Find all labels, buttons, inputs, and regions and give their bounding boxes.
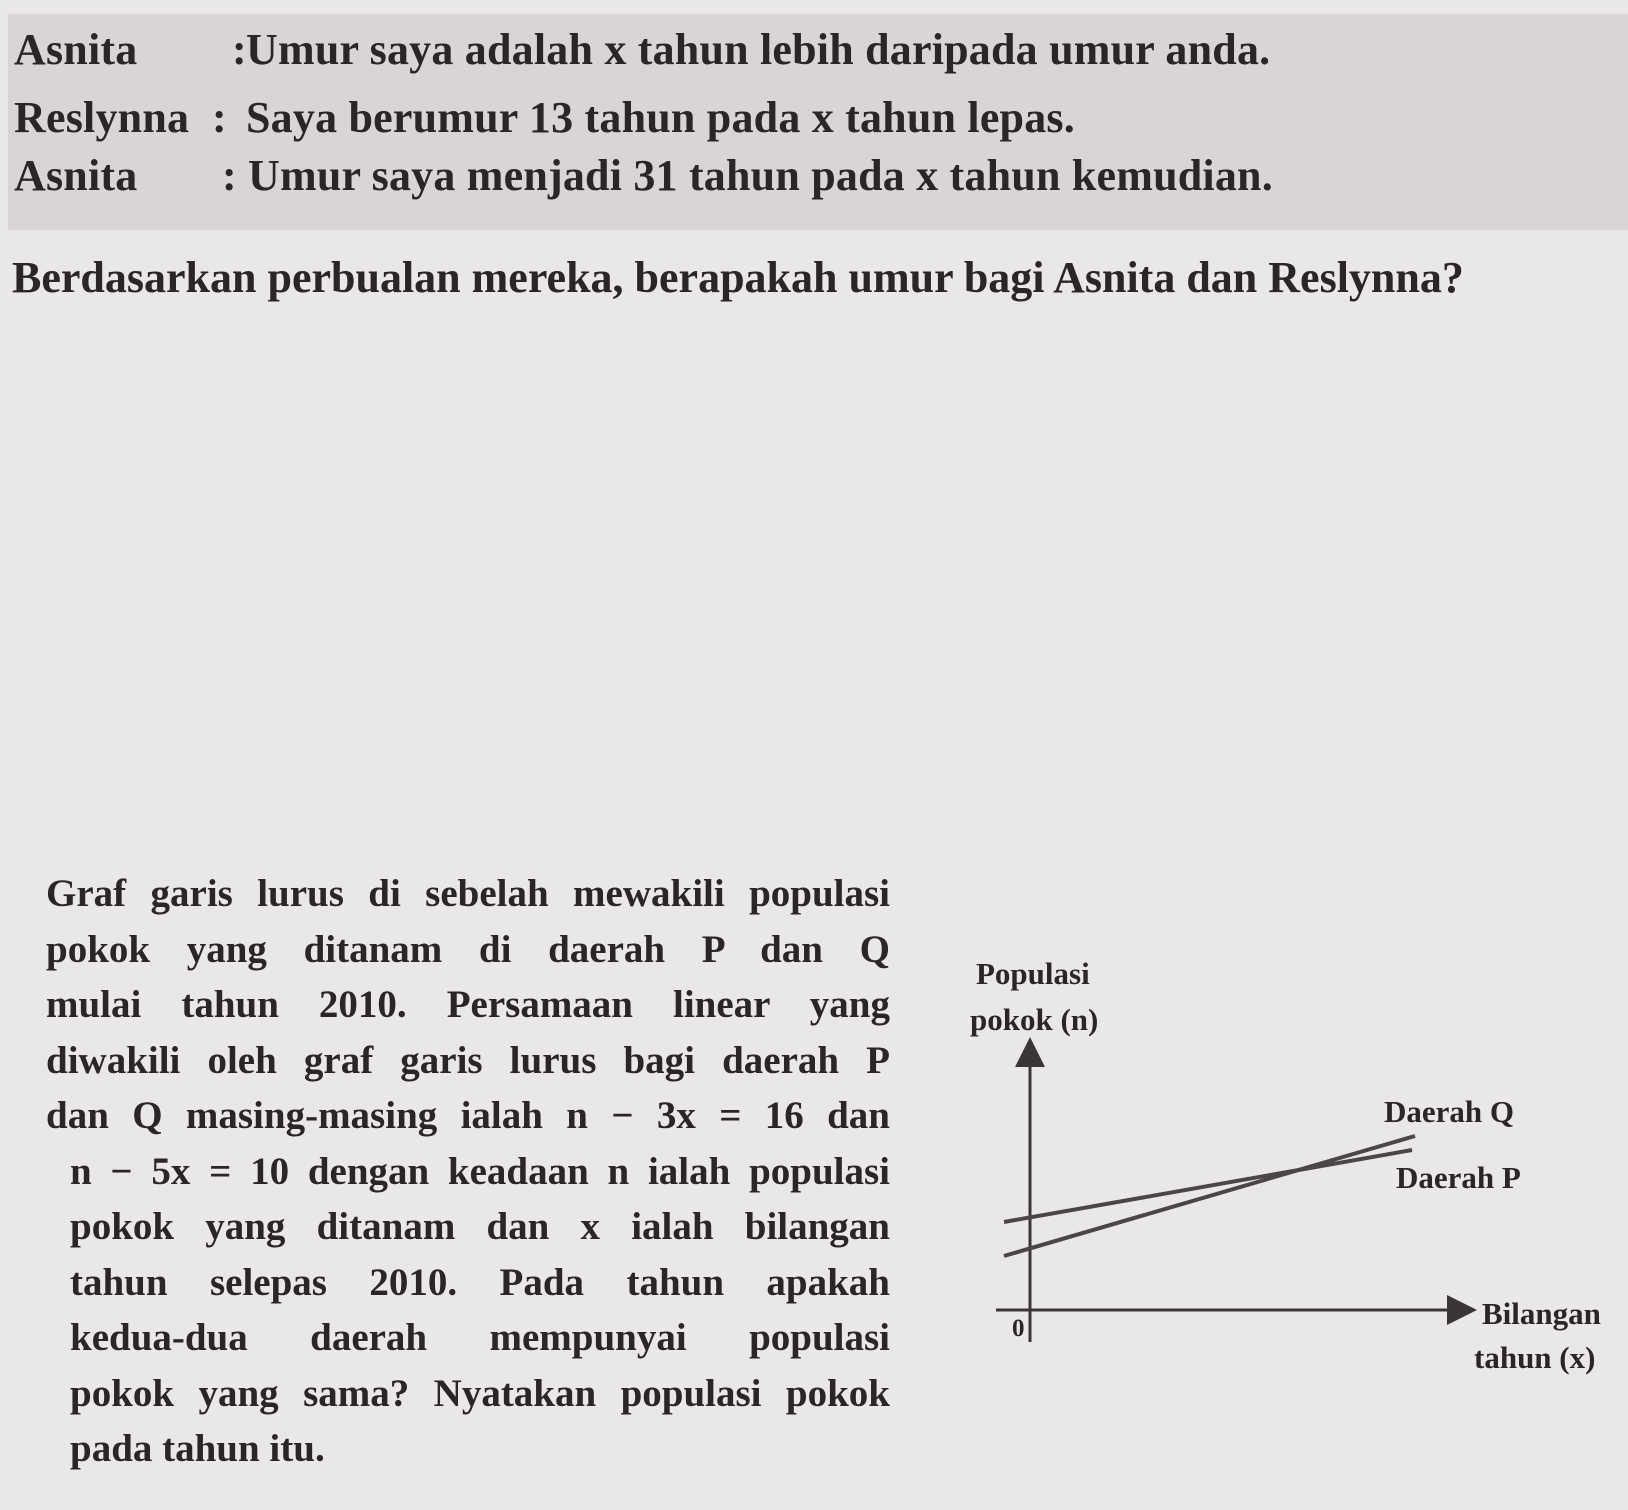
y-axis-label-line2: pokok (n) <box>970 1002 1099 1037</box>
dialogue-text: Umur saya menjadi 31 tahun pada x tahun kemudian. <box>248 151 1273 200</box>
question-text: Berdasarkan perbualan mereka, berapakah umur bagi Asnita dan Reslynna? <box>12 253 1464 302</box>
problem-line: diwakili oleh graf garis lurus bagi daerah P <box>46 1038 890 1082</box>
speaker-name: Reslynna <box>14 93 190 142</box>
speaker-colon: : <box>212 93 227 142</box>
problem-line: mulai tahun 2010. Persamaan linear yang <box>46 983 890 1026</box>
problem-line: dan Q masing-masing ialah n − 3x = 16 dan <box>46 1094 890 1137</box>
problem-line: pokok yang ditanam dan x ialah bilangan <box>70 1205 890 1248</box>
problem-line: n − 5x = 10 dengan keadaan n ialah populasi <box>70 1149 890 1193</box>
problem-line: pada tahun itu. <box>70 1427 325 1470</box>
line-p-label: Daerah P <box>1396 1160 1521 1195</box>
problem-line: Graf garis lurus di sebelah mewakili populasi <box>46 872 890 915</box>
dialogue-text: Saya berumur 13 tahun pada x tahun lepas. <box>246 93 1075 142</box>
x-axis-label-line2: tahun (x) <box>1474 1340 1596 1375</box>
problem-line: pokok yang sama? Nyatakan populasi pokok <box>70 1371 890 1415</box>
speaker-colon: : <box>232 25 247 74</box>
origin-label: 0 <box>1012 1315 1025 1342</box>
line-daerah-q <box>1004 1136 1415 1256</box>
x-axis-label-line1: Bilangan <box>1482 1296 1601 1331</box>
line-daerah-p <box>1004 1150 1412 1222</box>
problem-line: pokok yang ditanam di daerah P dan Q <box>46 927 890 971</box>
line-q-label: Daerah Q <box>1384 1094 1515 1129</box>
dialogue-text: Umur saya adalah x tahun lebih daripada umur anda. <box>246 25 1271 74</box>
y-axis-label-line1: Populasi <box>976 956 1090 991</box>
speaker-name: Asnita <box>14 25 138 74</box>
problem-line: tahun selepas 2010. Pada tahun apakah <box>70 1260 890 1304</box>
problem-line: kedua-dua daerah mempunyai populasi <box>70 1316 890 1359</box>
speaker-colon: : <box>222 151 237 200</box>
speaker-name: Asnita <box>14 151 138 200</box>
